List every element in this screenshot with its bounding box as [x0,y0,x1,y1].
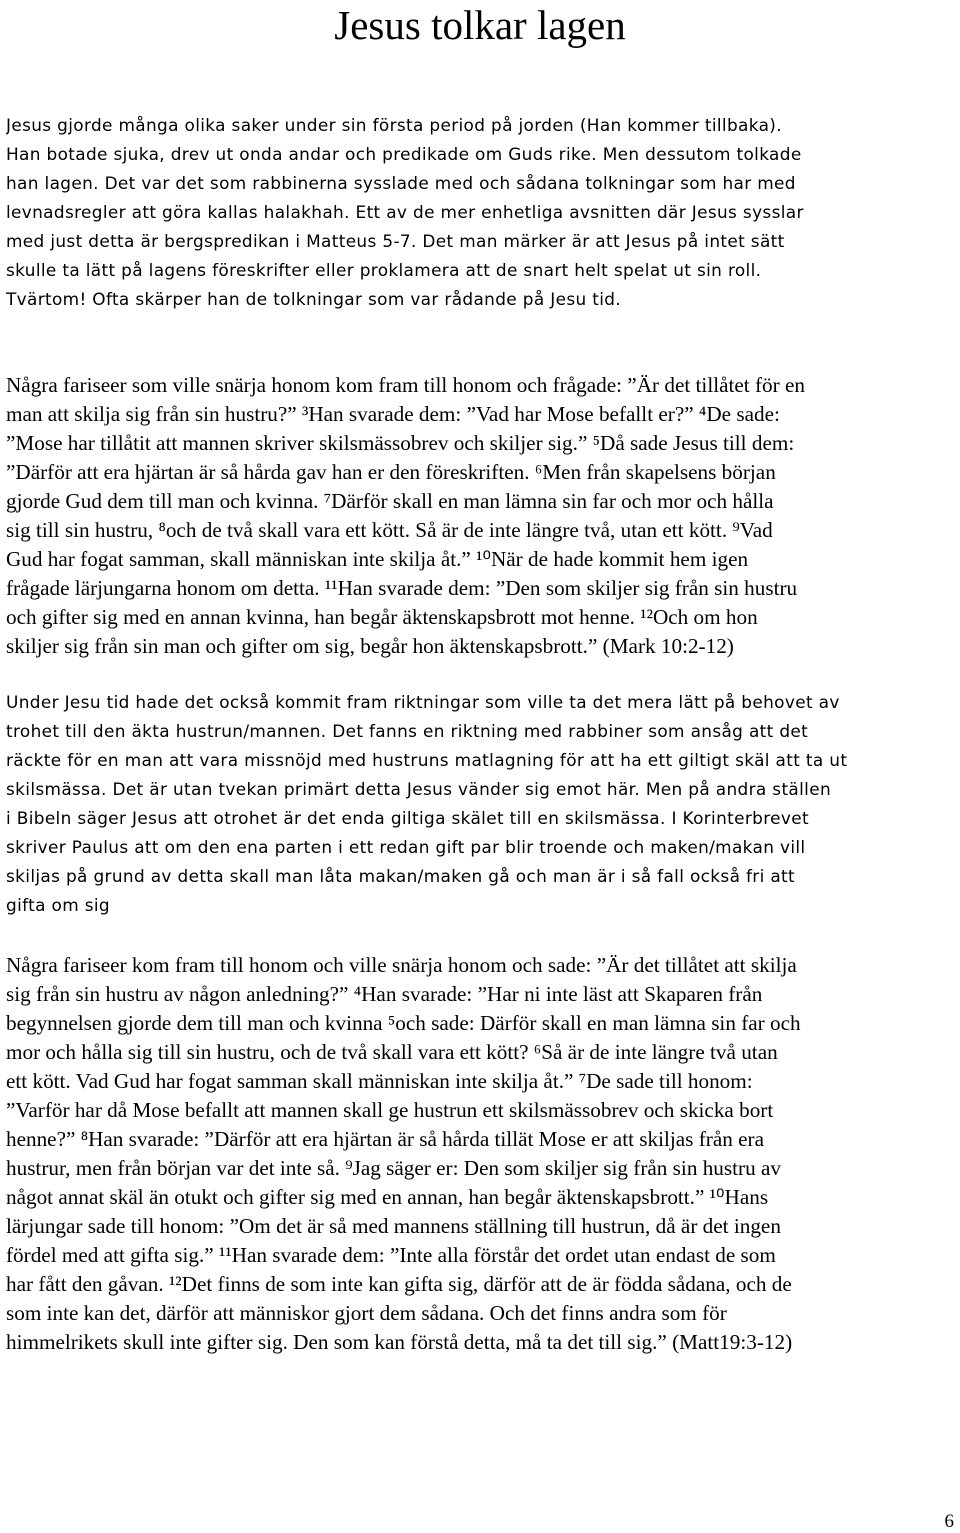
paragraph-line: lärjungar sade till honom: ”Om det är så med mannens ställning till hustrun, då är det ingen [6,1214,781,1238]
paragraph-line: fördel med att gifta sig.” ¹¹Han svarade dem: ”Inte alla förstår det ordet utan endast de som [6,1243,776,1267]
paragraph-line: ”Mose har tillåtit att mannen skriver skilsmässobrev och skiljer sig.” ⁵Då sade Jesus till dem: [6,431,795,455]
paragraph-line: himmelrikets skull inte gifter sig. Den som kan förstå detta, må ta det till sig.” (Matt19:3-12) [6,1330,793,1354]
paragraph-line: skriver Paulus att om den ena parten i ett redan gift par blir troende och maken/makan vill [6,837,806,857]
paragraph-line: räckte för en man att vara missnöjd med hustruns matlagning för att ha ett giltigt skäl att ta ut [6,750,848,770]
paragraph-line: skiljas på grund av detta skall man låta makan/maken gå och man är i så fall också fri att [6,866,795,886]
paragraph-line: man att skilja sig från sin hustru?” ³Han svarade dem: ”Vad har Mose befallt er?” ⁴De sade: [6,402,780,426]
paragraph-line: skulle ta lätt på lagens föreskrifter eller proklamera att de snart helt spelat ut sin roll. [6,260,762,280]
paragraph-line: levnadsregler att göra kallas halakhah. Ett av de mer enhetliga avsnitten där Jesus sysslar [6,202,804,222]
paragraph-line: gifta om sig [6,895,110,915]
page-number: 6 [944,1511,954,1532]
paragraph-line: begynnelsen gjorde dem till man och kvinna ⁵och sade: Därför skall en man lämna sin far och [6,1011,801,1035]
mark-quote-paragraph [6,371,956,661]
matthew-quote-paragraph [6,951,956,1357]
paragraph-line: frågade lärjungarna honom om detta. ¹¹Han svarade dem: ”Den som skiljer sig från sin hustru [6,576,798,600]
paragraph-line: med just detta är bergspredikan i Matteus 5-7. Det man märker är att Jesus på intet sätt [6,231,785,251]
paragraph-line: mor och hålla sig till sin hustru, och de två skall vara ett kött? ⁶Så är de inte längre två utan [6,1040,778,1064]
paragraph-line: sig från sin hustru av någon anledning?” ⁴Han svarade: ”Har ni inte läst att Skaparen från [6,982,763,1006]
paragraph-line: Han botade sjuka, drev ut onda andar och predikade om Guds rike. Men dessutom tolkade [6,144,802,164]
paragraph-line: ”Varför har då Mose befallt att mannen skall ge hustrun ett skilsmässobrev och skicka bort [6,1098,774,1122]
paragraph-line: skiljer sig från sin man och gifter om sig, begår hon äktenskapsbrott.” (Mark 10:2-12) [6,634,734,658]
paragraph-line: gjorde Gud dem till man och kvinna. ⁷Därför skall en man lämna sin far och mor och hålla [6,489,774,513]
paragraph-line: ett kött. Vad Gud har fogat samman skall människan inte skilja åt.” ⁷De sade till honom: [6,1069,753,1093]
paragraph-line: Tvärtom! Ofta skärper han de tolkningar som var rådande på Jesu tid. [6,289,622,309]
paragraph-line: i Bibeln säger Jesus att otrohet är det enda giltiga skälet till en skilsmässa. I Korinterbrevet [6,808,809,828]
commentary-paragraph [6,688,956,920]
paragraph-line: henne?” ⁸Han svarade: ”Därför att era hjärtan är så hårda tillät Mose er att skiljas från era [6,1127,764,1151]
paragraph-line: något annat skäl än otukt och gifter sig med en annan, han begår äktenskapsbrott.” ¹⁰Hans [6,1185,769,1209]
paragraph-line: trohet till den äkta hustrun/mannen. Det fanns en riktning med rabbiner som ansåg att det [6,721,809,741]
paragraph-line: ”Därför att era hjärtan är så hårda gav han er den föreskriften. ⁶Men från skapelsens början [6,460,776,484]
paragraph-line: hustrur, men från början var det inte så. ⁹Jag säger er: Den som skiljer sig från sin hustru av [6,1156,781,1180]
paragraph-line: har fått den gåvan. ¹²Det finns de som inte kan gifta sig, därför att de är födda sådana, och de [6,1272,792,1296]
paragraph-line: Några fariseer kom fram till honom och ville snärja honom och sade: ”Är det tillåtet att skilja [6,953,797,977]
paragraph-line: Jesus gjorde många olika saker under sin första period på jorden (Han kommer tillbaka). [6,115,782,135]
paragraph-line: han lagen. Det var det som rabbinerna sysslade med och sådana tolkningar som har med [6,173,796,193]
paragraph-line: sig till sin hustru, ⁸och de två skall vara ett kött. Så är de inte längre två, utan ett kött. ⁹Vad [6,518,773,542]
page-title: Jesus tolkar lagen [334,2,626,48]
paragraph-line: som inte kan det, därför att människor gjort dem sådana. Och det finns andra som för [6,1301,727,1325]
paragraph-line: och gifter sig med en annan kvinna, han begår äktenskapsbrott mot henne. ¹²Och om hon [6,605,758,629]
intro-paragraph [6,111,956,314]
paragraph-line: Några fariseer som ville snärja honom kom fram till honom och frågade: ”Är det tillåtet för en [6,373,805,397]
paragraph-line: Under Jesu tid hade det också kommit fram riktningar som ville ta det mera lätt på behovet av [6,692,840,712]
paragraph-line: Gud har fogat samman, skall människan inte skilja åt.” ¹⁰När de hade kommit hem igen [6,547,749,571]
paragraph-line: skilsmässa. Det är utan tvekan primärt detta Jesus vänder sig emot här. Men på andra ställen [6,779,832,799]
